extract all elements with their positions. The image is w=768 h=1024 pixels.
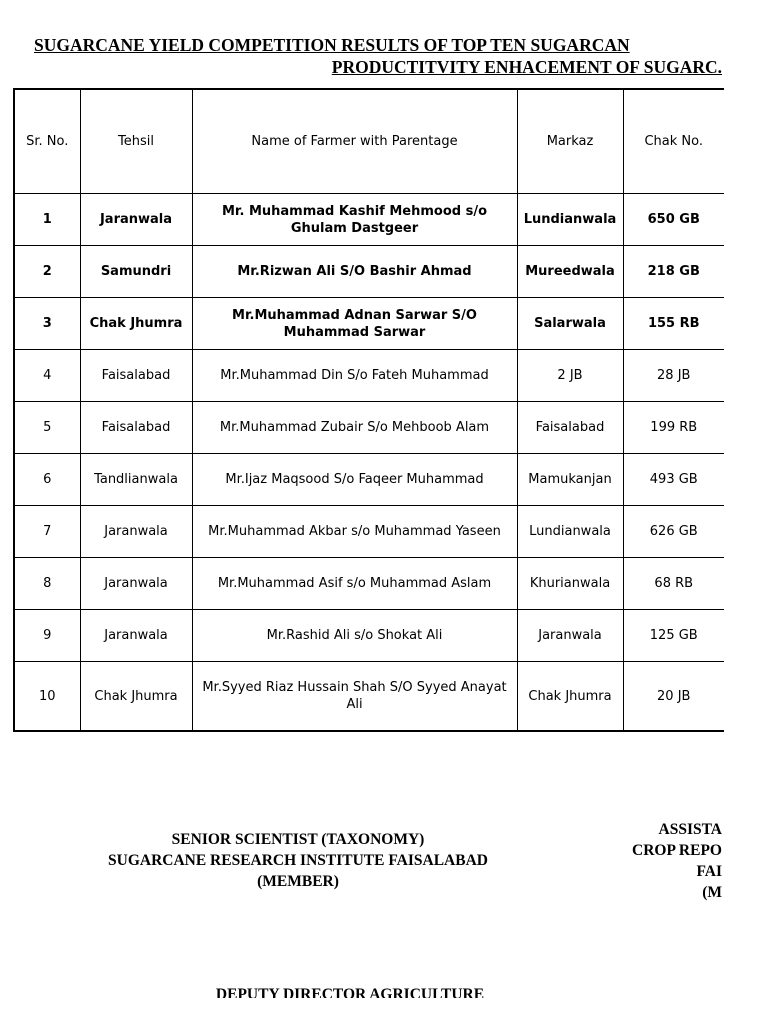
signature-line: DEPUTY DIRECTOR AGRICULTURE [215, 986, 485, 998]
signature-line: ASSISTA [658, 821, 722, 838]
header-chak-no: Chak No. [623, 89, 724, 194]
signature-line: (MEMBER) [257, 873, 339, 890]
cell-tehsil: Faisalabad [80, 402, 192, 454]
cell-farmer-name: Mr.Muhammad Adnan Sarwar S/O Muhammad Sarwar [192, 298, 517, 350]
cell-sr-no: 10 [14, 662, 80, 732]
document-title [0, 34, 722, 78]
cell-sr-no: 3 [14, 298, 80, 350]
table-row [14, 558, 724, 610]
cell-tehsil: Tandlianwala [80, 454, 192, 506]
cell-markaz: Khurianwala [517, 558, 623, 610]
cell-chak-no: 493 GB [623, 454, 724, 506]
cell-tehsil: Chak Jhumra [80, 662, 192, 732]
cell-sr-no: 7 [14, 506, 80, 558]
results-table [13, 88, 724, 732]
table-row [14, 506, 724, 558]
header-tehsil: Tehsil [80, 89, 192, 194]
cell-tehsil: Jaranwala [80, 506, 192, 558]
cell-sr-no: 6 [14, 454, 80, 506]
table-header-row [14, 89, 724, 194]
signature-block-deputy-director [150, 984, 550, 998]
cell-sr-no: 1 [14, 194, 80, 246]
cell-sr-no: 8 [14, 558, 80, 610]
cell-farmer-name: Mr.Syyed Riaz Hussain Shah S/O Syyed Anayat Ali [192, 662, 517, 732]
cell-markaz: Lundianwala [517, 194, 623, 246]
cell-tehsil: Jaranwala [80, 558, 192, 610]
table-row [14, 402, 724, 454]
cell-chak-no: 218 GB [623, 246, 724, 298]
cell-markaz: Mureedwala [517, 246, 623, 298]
cell-chak-no: 626 GB [623, 506, 724, 558]
cell-tehsil: Jaranwala [80, 610, 192, 662]
cell-sr-no: 9 [14, 610, 80, 662]
header-markaz: Markaz [517, 89, 623, 194]
cell-farmer-name: Mr.Rashid Ali s/o Shokat Ali [192, 610, 517, 662]
cell-chak-no: 28 JB [623, 350, 724, 402]
cell-chak-no: 650 GB [623, 194, 724, 246]
cell-tehsil: Chak Jhumra [80, 298, 192, 350]
cell-farmer-name: Mr.Ijaz Maqsood S/o Faqeer Muhammad [192, 454, 517, 506]
header-sr-no: Sr. No. [14, 89, 80, 194]
signature-line: (M [702, 884, 722, 901]
cell-sr-no: 5 [14, 402, 80, 454]
title-line-2: PRODUCTITVITY ENHACEMENT OF SUGARC. [331, 57, 722, 77]
cell-sr-no: 4 [14, 350, 80, 402]
header-farmer-name: Name of Farmer with Parentage [192, 89, 517, 194]
cell-markaz: Salarwala [517, 298, 623, 350]
cell-markaz: Mamukanjan [517, 454, 623, 506]
cell-sr-no: 2 [14, 246, 80, 298]
signature-line: SUGARCANE RESEARCH INSTITUTE FAISALABAD [108, 852, 488, 869]
table-row [14, 350, 724, 402]
signature-line: SENIOR SCIENTIST (TAXONOMY) [171, 831, 425, 848]
cell-chak-no: 68 RB [623, 558, 724, 610]
cell-farmer-name: Mr.Muhammad Din S/o Fateh Muhammad [192, 350, 517, 402]
signature-block-assistant [600, 819, 722, 903]
cell-farmer-name: Mr.Muhammad Zubair S/o Mehboob Alam [192, 402, 517, 454]
table-row [14, 662, 724, 732]
cell-chak-no: 20 JB [623, 662, 724, 732]
table-row [14, 298, 724, 350]
table-row [14, 454, 724, 506]
cell-markaz: Jaranwala [517, 610, 623, 662]
table-row [14, 194, 724, 246]
cell-farmer-name: Mr. Muhammad Kashif Mehmood s/o Ghulam Dastgeer [192, 194, 517, 246]
cell-farmer-name: Mr.Muhammad Asif s/o Muhammad Aslam [192, 558, 517, 610]
cell-farmer-name: Mr.Muhammad Akbar s/o Muhammad Yaseen [192, 506, 517, 558]
cell-markaz: Lundianwala [517, 506, 623, 558]
cell-markaz: Chak Jhumra [517, 662, 623, 732]
table-row [14, 246, 724, 298]
cell-chak-no: 155 RB [623, 298, 724, 350]
signature-line: CROP REPO [632, 842, 722, 859]
cell-markaz: Faisalabad [517, 402, 623, 454]
title-line-1: SUGARCANE YIELD COMPETITION RESULTS OF TOP TEN SUGARCAN [34, 35, 630, 55]
table-row [14, 610, 724, 662]
signature-line: FAI [696, 863, 722, 880]
cell-tehsil: Jaranwala [80, 194, 192, 246]
cell-chak-no: 199 RB [623, 402, 724, 454]
cell-tehsil: Faisalabad [80, 350, 192, 402]
cell-chak-no: 125 GB [623, 610, 724, 662]
signature-block-senior-scientist [82, 829, 514, 892]
cell-tehsil: Samundri [80, 246, 192, 298]
cell-farmer-name: Mr.Rizwan Ali S/O Bashir Ahmad [192, 246, 517, 298]
cell-markaz: 2 JB [517, 350, 623, 402]
